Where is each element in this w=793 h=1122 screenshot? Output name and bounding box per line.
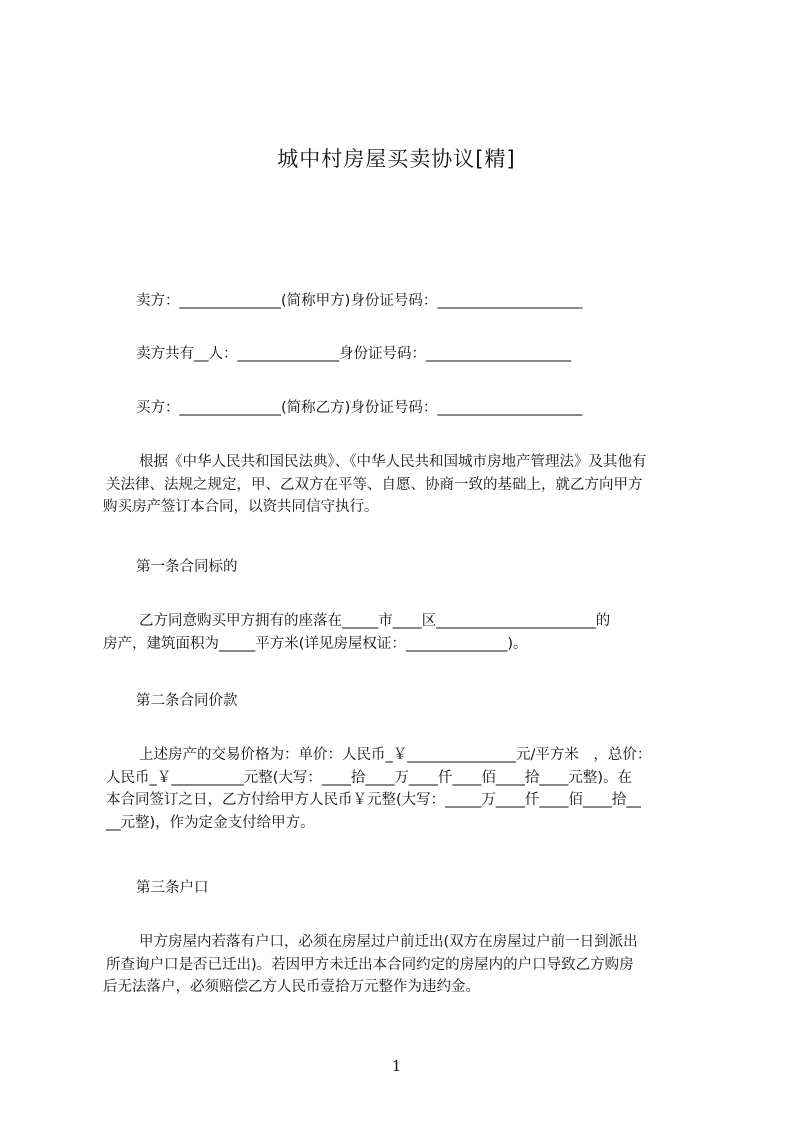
article3-line: 甲方房屋内若落有户口，必须在房屋过户前迁出(双方在房屋过户前一日到派出 [139,934,638,950]
document-title: 城中村房屋买卖协议[精] [277,147,516,171]
article1-heading: 第一条合同标的 [136,559,238,575]
article2-line: __元整)，作为定金支付给甲方。 [106,814,315,831]
article1-line: 乙方同意购买甲方拥有的座落在_____市____区______________________的 [139,613,611,629]
co-owner-line: 卖方共有__人：______________身份证号码：____________________ [136,346,571,362]
preamble-line: 关法律、法规之规定，甲、乙双方在平等、自愿、协商一致的基础上，就乙方向甲方 [106,476,643,493]
article3-paragraph [103,931,700,999]
article2-line: 上述房产的交易价格为：单价：人民币_￥_______________元/平方米 ，总价： [139,747,652,763]
article3-heading: 第三条户口 [136,880,209,896]
article2-heading: 第二条合同价款 [136,693,238,709]
preamble-line: 购买房产签订本合同，以资共同信守执行。 [103,499,379,515]
article2-paragraph [103,744,700,834]
article1-paragraph [103,610,700,655]
page-number: 1 [391,1057,402,1075]
preamble-line: 根据《中华人民共和国民法典》、《中华人民共和国城市房地产管理法》及其他有 [139,454,647,470]
preamble-paragraph [103,451,700,519]
article1-line: 房产，建筑面积为_____平方米(详见房屋权证：______________)。 [103,635,528,652]
article2-line: 本合同签订之日，乙方付给甲方人民币￥元整(大写：_____万____仟____佰____拾__ [106,792,641,808]
buyer-line: 买方：______________(简称乙方)身份证号码：____________________ [136,400,583,416]
article3-line: 所查询户口是否已迁出)。若因甲方未迁出本合同约定的房屋内的户口导致乙方购房 [106,956,634,973]
article2-line: 人民币_￥__________元整(大写：____拾____万____仟____佰____拾____元整)。在 [106,769,633,786]
article3-line: 后无法落户，必须赔偿乙方人民币壹拾万元整作为违约金。 [103,979,480,995]
seller-line: 卖方：______________(简称甲方)身份证号码：____________________ [136,293,583,309]
